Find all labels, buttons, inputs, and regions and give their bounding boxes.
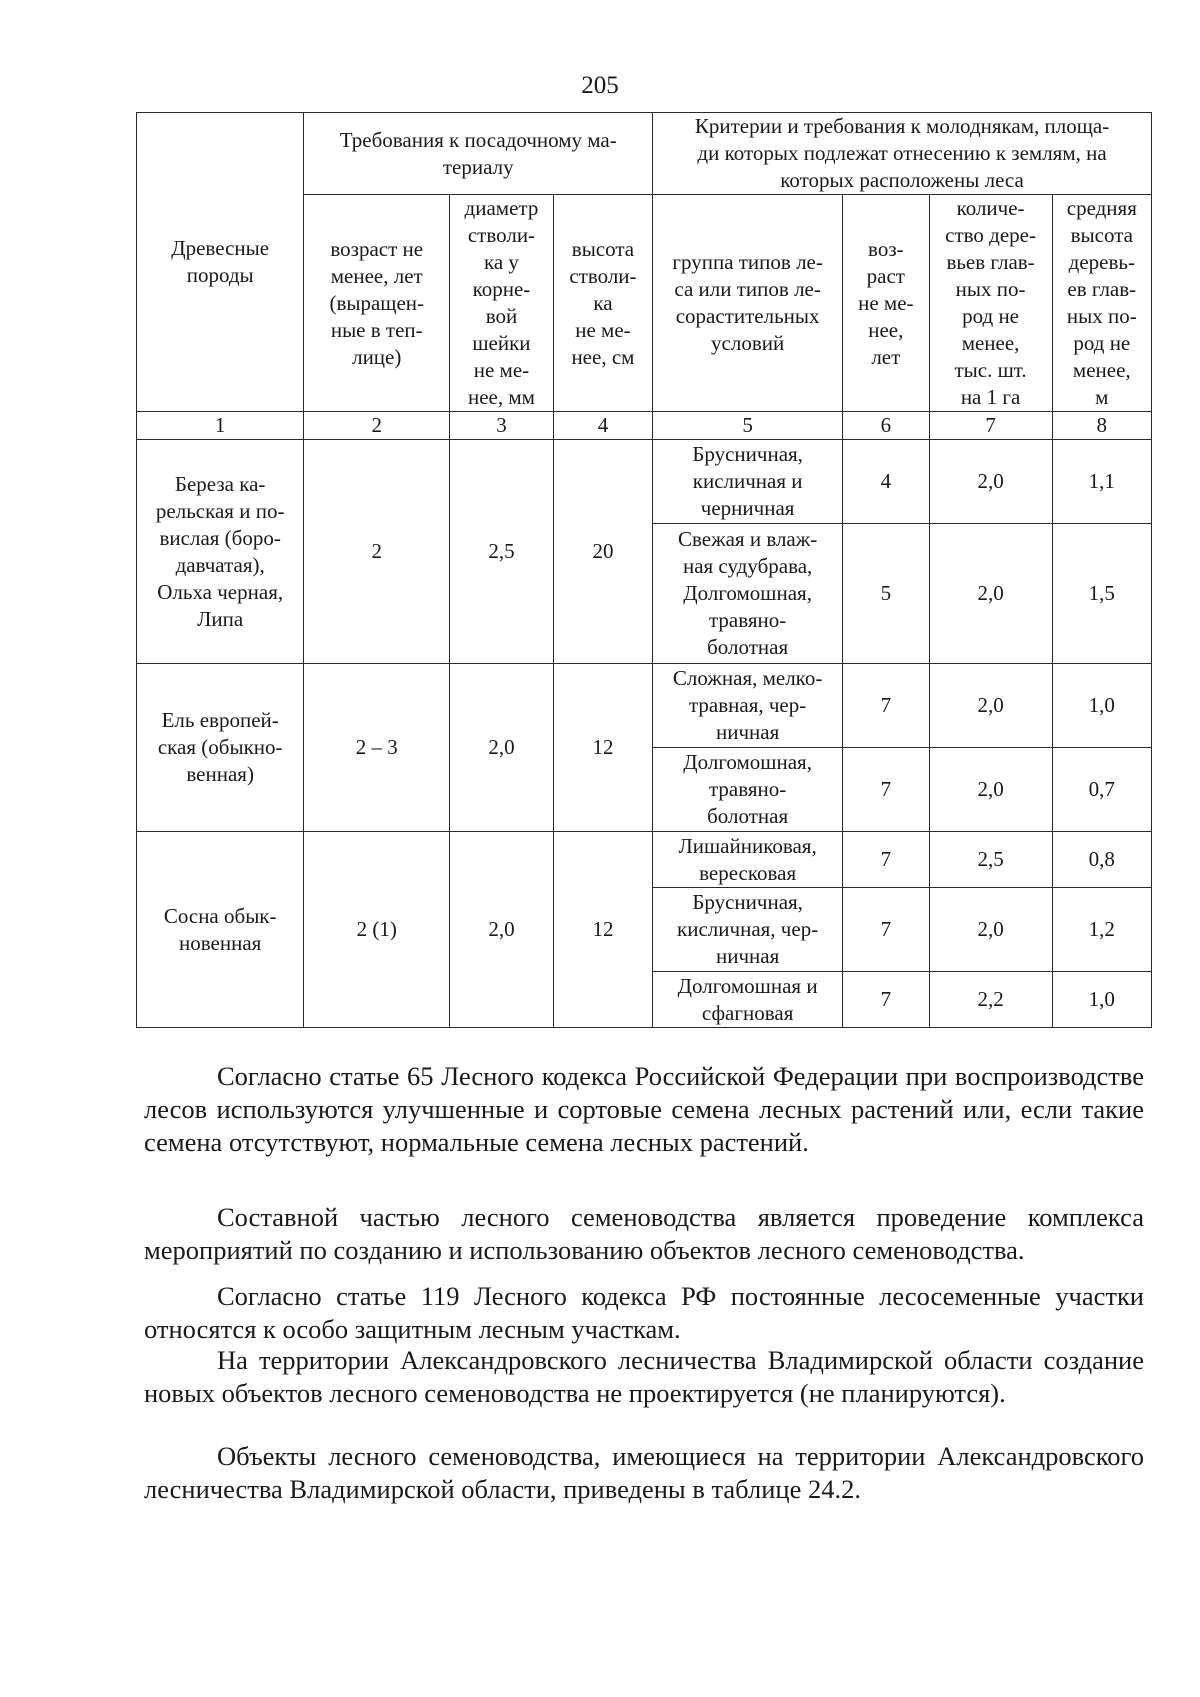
header-height: высота стволи- ка не ме- нее, см — [553, 195, 652, 412]
seedling-requirements-table — [136, 112, 1152, 1028]
header-forest-type: группа типов ле- са или типов ле- сорастительных условий — [653, 195, 843, 412]
forest-type-cell: Лишайниковая, вересковая — [653, 832, 843, 888]
paragraph — [144, 1060, 1144, 1159]
header-planting-material: Требования к посадочному ма- териалу — [304, 113, 653, 195]
avg-height-cell: 0,8 — [1052, 832, 1151, 888]
diameter-cell: 2,0 — [450, 832, 554, 1028]
paragraph — [144, 1280, 1144, 1346]
column-number: 5 — [653, 412, 843, 440]
forest-type-cell: Долгомошная и сфагновая — [653, 972, 843, 1028]
young-age-cell: 7 — [843, 888, 929, 972]
tree-count-cell: 2,5 — [929, 832, 1052, 888]
young-age-cell: 7 — [843, 972, 929, 1028]
header-tree-count: количе- ство дере- вьев глав- ных по- род не менее, тыс. шт. на 1 га — [929, 195, 1052, 412]
column-number: 8 — [1052, 412, 1151, 440]
tree-count-cell: 2,0 — [929, 748, 1052, 832]
header-avg-height: средняя высота деревь- ев глав- ных по- род не менее, м — [1052, 195, 1151, 412]
avg-height-cell: 1,1 — [1052, 440, 1151, 524]
young-age-cell: 7 — [843, 664, 929, 748]
paragraph — [144, 1201, 1144, 1267]
paragraph — [144, 1440, 1144, 1506]
height-cell: 12 — [553, 664, 652, 832]
forest-type-cell: Долгомошная, травяно- болотная — [653, 748, 843, 832]
header-young-stand-criteria: Критерии и требования к молоднякам, площа- ди которых подлежат отнесению к землям, на которых расположены леса — [653, 113, 1152, 195]
young-age-cell: 5 — [843, 524, 929, 664]
paragraph-text: На территории Александровского лесничества Владимирской области создание новых объектов лесного семеноводства не проектируется (не планируются). — [144, 1345, 1144, 1408]
forest-type-cell: Брусничная, кисличная и черничная — [653, 440, 843, 524]
table-row — [137, 440, 1152, 524]
species-cell: Ель европей- ская (обыкно- венная) — [137, 664, 304, 832]
header-young-age: воз- раст не ме- нее, лет — [843, 195, 929, 412]
height-cell: 20 — [553, 440, 652, 664]
diameter-cell: 2,0 — [450, 664, 554, 832]
avg-height-cell: 1,5 — [1052, 524, 1151, 664]
tree-count-cell: 2,2 — [929, 972, 1052, 1028]
forest-type-cell: Сложная, мелко- травная, чер- ничная — [653, 664, 843, 748]
height-cell: 12 — [553, 832, 652, 1028]
young-age-cell: 4 — [843, 440, 929, 524]
avg-height-cell: 0,7 — [1052, 748, 1151, 832]
column-number: 1 — [137, 412, 304, 440]
forest-type-cell: Брусничная, кисличная, чер- ничная — [653, 888, 843, 972]
column-number: 2 — [304, 412, 450, 440]
young-age-cell: 7 — [843, 748, 929, 832]
table-row — [137, 664, 1152, 748]
paragraph-text: Объекты лесного семеноводства, имеющиеся на территории Александровского лесничества Владимирской области, приведены в таблице 24.2. — [144, 1441, 1144, 1504]
tree-count-cell: 2,0 — [929, 440, 1052, 524]
paragraph-text: Составной частью лесного семеноводства является проведение комплекса мероприятий по созданию и использованию объектов лесного семеноводства. — [144, 1202, 1144, 1265]
header-diameter: диаметр стволи- ка у корне- вой шейки не ме- нее, мм — [450, 195, 554, 412]
species-cell: Береза ка- рельская и по- вислая (боро- давчатая), Ольха черная, Липа — [137, 440, 304, 664]
header-age: возраст не менее, лет (выращен- ные в теп- лице) — [304, 195, 450, 412]
age-cell: 2 (1) — [304, 832, 450, 1028]
diameter-cell: 2,5 — [450, 440, 554, 664]
avg-height-cell: 1,2 — [1052, 888, 1151, 972]
species-cell: Сосна обык- новенная — [137, 832, 304, 1028]
young-age-cell: 7 — [843, 832, 929, 888]
forest-type-cell: Свежая и влаж- ная судубрава, Долгомошная, травяно- болотная — [653, 524, 843, 664]
paragraph — [144, 1344, 1144, 1410]
column-number: 4 — [553, 412, 652, 440]
header-species: Древесные породы — [137, 113, 304, 412]
avg-height-cell: 1,0 — [1052, 664, 1151, 748]
column-number: 3 — [450, 412, 554, 440]
table-row — [137, 832, 1152, 888]
page-number: 205 — [581, 72, 619, 99]
tree-count-cell: 2,0 — [929, 524, 1052, 664]
age-cell: 2 – 3 — [304, 664, 450, 832]
age-cell: 2 — [304, 440, 450, 664]
paragraph-text: Согласно статье 119 Лесного кодекса РФ постоянные лесосеменные участки относятся к особо защитным лесным участкам. — [144, 1281, 1144, 1344]
tree-count-cell: 2,0 — [929, 888, 1052, 972]
tree-count-cell: 2,0 — [929, 664, 1052, 748]
column-number: 7 — [929, 412, 1052, 440]
avg-height-cell: 1,0 — [1052, 972, 1151, 1028]
column-number: 6 — [843, 412, 929, 440]
paragraph-text: Согласно статье 65 Лесного кодекса Российской Федерации при воспроизводстве лесов используются улучшенные и сортовые семена лесных растений или, если такие семена отсутствуют, нормальные семена лесных растений. — [144, 1061, 1144, 1157]
